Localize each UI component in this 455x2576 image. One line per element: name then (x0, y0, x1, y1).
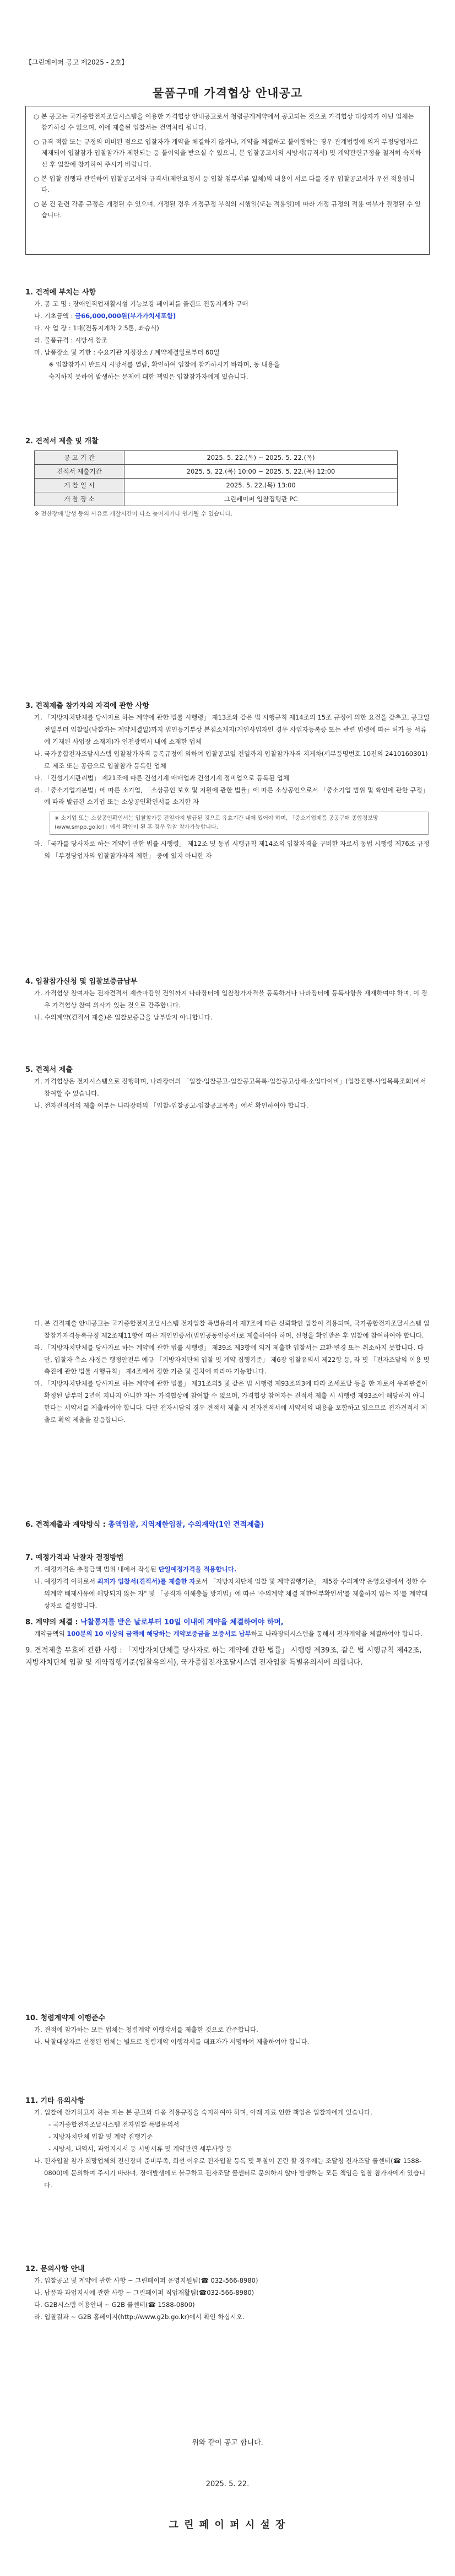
section-heading: 5. 견적서 제출 (25, 1066, 73, 1074)
section-text: 다. 사 업 장 : 1대(전동지게차 2.5톤, 좌승식) (34, 324, 159, 332)
section-text: 9. 견적제출 무효에 관한 사항 : 「지방자치단체를 당사자로 하는 계약에 관한 법률」 시행령 제39조, 같은 법 시행규칙 제42조, 지방자치단체 입찰 및 계약집행기준(입찰유의서), 국가종합전자조달시스템 전자입찰 특별유의서에 의합니다. (25, 1646, 422, 1667)
table-row: 공 고 기 간 2025. 5. 22.(목) ~ 2025. 5. 22.(목) (35, 451, 398, 465)
section-note: ※ 전산장애 발생 등의 사유로 개찰시간이 다소 늦어지거나 연기될 수 있습니다. (34, 511, 232, 518)
section-text: 마. 「국가를 당사자로 하는 계약에 관한 법률 시행령」 제12조 및 동법 시행규칙 제14조의 입찰자격을 구비한 자로서 동법 시행령 제76조 규정의 「부정당업자의 입찰참가자격 제한」 중에 있지 아니한 자 (34, 840, 430, 860)
section-text: 라. 물품규격 : 시방서 참조 (34, 336, 108, 344)
list-item: - 국가종합전자조달시스템 전자입찰 특별유의서 (48, 2121, 180, 2129)
section-text: 가. 공 고 명 : 장애인직업재활시설 기능보강 페이퍼를 플랜드 전동지게차 구매 (34, 300, 248, 308)
section-text: 나. 수의계약(견적서 제출)은 입찰보증금을 납부받지 아니합니다. (34, 1013, 213, 1022)
section-text: 가. 가격협상은 전자시스템으로 진행하며, 나라장터의 「입찰-입찰공고-입찰공고목록-입찰공고상세-소입다이비」(입찰진행-사업목록조회)에서 참여할 수 있습니다. (34, 1077, 426, 1098)
table-row: 개 찰 장 소 그린페이퍼 입찰집행관 PC (35, 492, 398, 506)
section-text: 가. 입찰에 참가하고자 하는 자는 본 공고와 다음 적용규정을 숙지하여야 하며, 아래 자료 인한 책임은 입찰자에게 있습니다. (34, 2108, 372, 2117)
section-10 (25, 2012, 430, 2048)
table-row: 견적서 제출기간 2025. 5. 22.(목) 10:00 ~ 2025. 5. 22.(목) 12:00 (35, 465, 398, 479)
intro-paragraph: ○ 규격 적합 또는 규정의 미비된 점으로 입찰자가 계약을 체결하지 않거나, 계약을 체결하고 불이행하는 경우 관계법령에 의거 부정당업자로 제재되어 입찰참가 입찰참가가 제한되는 등 불이익을 받으실 수 있으니, 본 입찰공고서의 시방서(규격서) 및 계약관련규정을 철저히 숙지하신 후 입찰에 참가하여 주시기 바랍니다. (34, 138, 421, 168)
issuer-name: 그 린 페 이 퍼 시 설 장 (169, 2519, 286, 2531)
schedule-table (34, 450, 398, 506)
section-text: 다. G2B시스템 이용안내 ~ G2B 콜센터(☎ 1588-0800) (34, 2301, 195, 2309)
closing-line: 위와 같이 공고 합니다. (192, 2439, 263, 2447)
section-5 (25, 1064, 430, 1112)
section-heading: 6. 견적제출과 계약방식 : 총액입찰, 지역제한입찰, 수의계약(1인 견적제출) (25, 1521, 264, 1529)
section-6 (25, 1519, 430, 1531)
list-item: - 시방서, 내역서, 과업지시서 등 시방서류 및 계약관련 세부사항 등 (48, 2144, 232, 2153)
section-text: 마. 납품장소 및 기한 : 수요기관 지정장소 / 계약체결일로부터 60일 (34, 348, 220, 356)
section-11 (25, 2095, 430, 2191)
section-5-continued (25, 1318, 430, 1426)
section-4 (25, 976, 430, 1024)
section-text: 나. 납품과 과업지시에 관한 사항 ~ 그린페이퍼 직업재활팀(☎032-566-8980) (34, 2289, 254, 2297)
section-note: ※ 입찰참가시 반드시 시방서를 열람, 확인하여 입찰에 참가하시기 바라며, 동 내용을 (48, 360, 280, 368)
page-title: 물품구매 가격협상 안내공고 (152, 87, 303, 100)
section-heading: 4. 입찰참가신청 및 입찰보증금납부 (25, 978, 138, 986)
contract-method: 총액입찰, 지역제한입찰, 수의계약(1인 견적제출) (108, 1521, 264, 1529)
section-12 (25, 2263, 430, 2323)
section-3 (25, 700, 430, 862)
section-text: 계약금액의 100분의 10 이상의 금액에 해당하는 계약보증금을 보증서로 납부하고 나라장터시스템을 통해서 전자계약을 체결하여야 합니다. (34, 1630, 422, 1638)
intro-paragraph: ○ 본 공고는 국가종합전자조달시스템을 이용한 가격협상 안내공고로서 청렴공개계약에서 공고되는 것으로 가격협상 대상자가 아닌 업체는 참가하실 수 없으며, 이에 제출된 입찰서는 건역처리 됩니다. (34, 112, 414, 132)
section-text: 나. 국가종합전자조달시스템 입찰참가자격 등록규정에 의하여 입찰공고일 전일까지 입찰참가자격 지게차(세부품명번호 10전의 2410160301)로 제조 또는 공급으로 입찰참가 등록한 업체 (34, 749, 428, 770)
notice-number: 【그린페이퍼 공고 제2025 - 2호】 (25, 58, 128, 66)
section-text: 가. 예정가격은 추정금액 범위 내에서 작성된 단일예정가격을 적용합니다. (34, 1565, 237, 1574)
section-text: 가. 「지방자치단체를 당사자로 하는 계약에 관한 법률 시행령」 제13조와 같은 법 시행규칙 제14조의 15조 규정에 의한 요건을 갖추고, 공고일 전일부터 입찰일(낙찰자는 계약체결일)까지 법인등기부상 본점소재지(개인사업자인 경우 사업자등록증 또는 관련 법령에 따른 허가 등 서류에 기재된 사업장 소재지)가 인천광역시 내에 소재한 업체 (34, 713, 430, 746)
section-text: 다. 본 견적제출 안내공고는 국가종합전자조달시스템 전자입찰 특별유의서 제7조에 따른 신뢰확인 입찰이 적용되며, 국가종합전자조달시스템 입찰참가자격등록규정 제2조제11항에 따른 개인인증서(법인공동인증서)로 제출하여야 하며, 신청을 확인받은 후 입찰에 참여하여야 합니다. (34, 1319, 430, 1339)
intro-paragraph: ○ 본 건 관련 각종 규정은 개정될 수 있으며, 개정될 경우 개정규정 부칙의 시행일(또는 적용일)에 따라 개정 규정의 적용 여부가 결정될 수 있습니다. (34, 200, 421, 219)
section-text: 마. 「지방자치단체를 당사자로 하는 계약에 관한 법률」 제31조의5 및 같은 법 시행령 제93조의3에 따라 조세포탈 등을 한 자로서 유죄판결이 확정된 날부터 2년이 지나지 아니한 자는 가격협상에 참여할 수 없으며, 가격협상 참여자는 견적서 제출 시 시행령 제93조에 해당하지 아니한다는 서약서를 제출하여야 합니다. 다만 전자시담의 경우 견적서 제출 시 전자견적서에 서약서의 내용을 포함하고 있으므로 전자견적서 제출로 확약 제출을 갈음합니다. (34, 1380, 428, 1424)
section-text: 나. 전자입찰 참가 희망업체의 전산장비 준비부족, 회선 이유로 전자입찰 등록 및 투찰이 곤란 할 경우에는 조달청 전자조달 콜센터(☎ 1588-0800)에 문의하여 주시기 바라며, 장애발생에도 불구하고 전자조달 콜센터로 문의하지 않아 발생하는 모든 책임은 입찰 참가자에게 있습니다. (34, 2156, 426, 2189)
section-heading: 2. 견적서 제출 및 개찰 (25, 437, 99, 446)
section-text: 라. 「중소기업기본법」에 따른 소기업, 「소상공인 보호 및 지원에 관한 법률」에 따른 소상공인으로서 「중소기업 범위 및 확인에 관한 규정」에 따라 발급된 소기업 또는 소상공인확인서를 소지한 자 (34, 786, 429, 806)
section-2 (25, 436, 430, 519)
qualification-note-box: ※ 소기업 또는 소상공인확인서는 입찰참가등 전일까지 발급된 것으로 유효기간 내에 있어야 하며, 「중소기업제품 공공구매 종합정보망(www.smpp.go.kr)」에서 확인이 된 후 경우 입찰 참가가능합니다. (50, 812, 429, 835)
section-1 (25, 287, 430, 383)
section-text: 가. 견적에 참가하는 모든 업체는 청렴계약 이행각서를 제출한 것으로 간주합니다. (34, 2026, 258, 2034)
list-item: - 지방자치단체 입찰 및 계약 집행기준 (48, 2133, 153, 2141)
section-text: 나. 낙찰대상자로 선정된 업체는 별도로 청렴계약 이행각서를 대표자가 서명하여 제출하여야 합니다. (34, 2038, 310, 2046)
section-heading: 12. 문의사항 안내 (25, 2265, 85, 2273)
section-text: 가. 입찰공고 및 계약에 관한 사항 ~ 그린페이퍼 운영지원팀(☎ 032-566-8980) (34, 2277, 258, 2285)
section-text: 라. 「지방자치단체를 당사자로 하는 계약에 관한 법률 시행령」 제39조 제3항에 의거 제출한 입찰서는 교환·변경 또는 취소하지 못합니다. 다만, 입찰자 측소 사정은 행정안전부 예규 「지방자치단체 입찰 및 계약 집행기준」 제6장 입찰유의서 제22항 등, 라 및 「전자조달의 이용 및 촉진에 관한 법률 시행규칙」 제4조에서 정한 기준 및 절차에 따라야 가능합니다. (34, 1343, 430, 1376)
intro-box (25, 106, 430, 255)
table-row: 개 찰 일 시 2025. 5. 22.(목) 13:00 (35, 479, 398, 492)
section-heading: 10. 청렴계약제 이행준수 (25, 2014, 106, 2022)
closing-date: 2025. 5. 22. (205, 2480, 250, 2488)
section-text: 나. 전자견적서의 제출 여부는 나라장터의 「입찰-입찰공고-입찰공고목록」에서 확인하여야 합니다. (34, 1102, 308, 1110)
base-price: 금66,000,000원(부가가치세포함) (75, 312, 176, 320)
section-text: 나. 기초금액 : 금66,000,000원(부가가치세포함) (34, 312, 176, 320)
intro-paragraph: ○ 본 입찰 집행과 관련하여 입찰공고서와 규격서(제안요청서 등 입찰 첨부서류 일체)의 내용이 서로 다를 경우 입찰공고서가 우선 적용됩니다. (34, 174, 415, 194)
section-text: 가. 가격협상 참여자는 전자견적서 제출마감일 전일까지 나라장터에 입찰참가자격을 등록하거나 나라장터에 등록사항을 재재하여야 하며, 이 경우 가격협상 참여 의사가 있는 것으로 간주합니다. (34, 989, 427, 1010)
section-heading: 11. 기타 유의사항 (25, 2097, 85, 2105)
section-text: 라. 입찰결과 ~ G2B 홈페이지(http://www.g2b.go.kr)에서 확인 하십시오. (34, 2312, 245, 2321)
section-note: 숙지하지 못하여 발생하는 문제에 대한 책임은 입찰참가자에게 있습니다. (48, 372, 248, 380)
section-heading: 1. 건적에 부치는 사항 (25, 288, 96, 297)
section-7 (25, 1552, 430, 1668)
section-text: 다. 「건설기계관리법」 제21조에 따른 건설기계 매매업과 건설기계 정비업으로 등록된 업체 (34, 774, 289, 782)
section-heading: 3. 견적제출 참가자의 자격에 관한 사항 (25, 702, 149, 710)
section-heading: 7. 예정가격과 낙찰자 결정방법 (25, 1554, 124, 1562)
section-heading: 8. 계약의 체결 : 낙찰통지를 받은 날로부터 10일 이내에 계약을 체결하여야 하며, (25, 1618, 284, 1627)
section-text: 나. 예정가격 이하로서 최저가 입찰서(견적서)를 제출한 자로서 「지방자치단체 입찰 및 계약집행기준」 제5장 수의계약 운영요령에서 정한 수의계약 배제사유에 해당되지 않는 자" 및 「공직자 이해충돌 방지법」에 따른 '수의계약 체결 제한여부확인서'를 제출하지 않는 자'를 계약대상자로 결정합니다. (34, 1577, 428, 1609)
